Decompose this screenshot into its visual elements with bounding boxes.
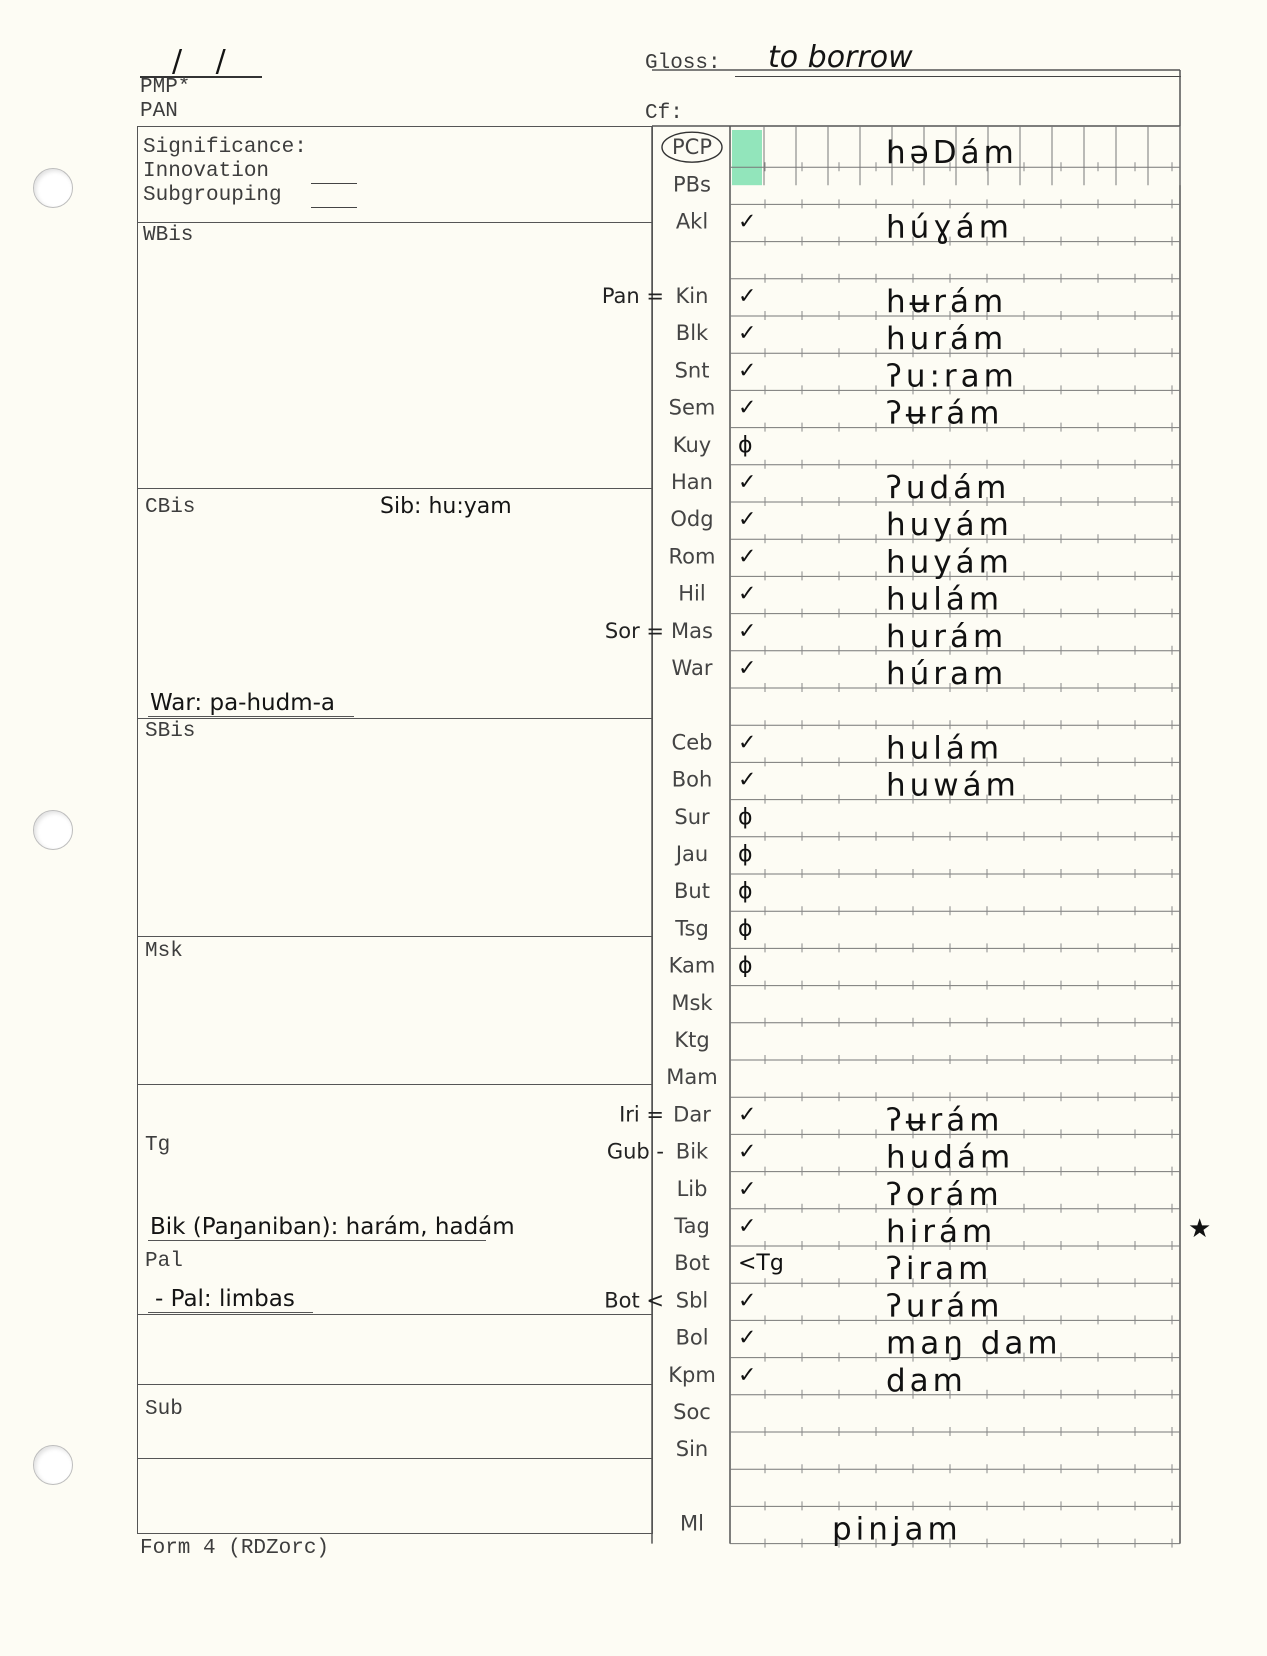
reflex-form: hurám [886, 618, 1008, 655]
language-code: War [671, 656, 713, 680]
status-mark: ✓ [738, 209, 757, 235]
section-sbis: SBis [145, 720, 196, 743]
section-pal: Pal [145, 1250, 183, 1273]
status-mark: ✓ [738, 581, 757, 607]
section-tg: Tg [145, 1134, 171, 1157]
language-code: Blk [675, 321, 709, 346]
language-code: Kpm [668, 1362, 716, 1387]
language-code: Bik [675, 1139, 709, 1164]
language-code: Mam [666, 1065, 718, 1090]
language-prefix: Bot < [604, 1288, 664, 1313]
status-mark: ✓ [738, 321, 757, 347]
pmp-label: PMP* [140, 76, 191, 99]
reflex-form: hurám [886, 321, 1008, 358]
reflex-form: húɣám [886, 209, 1013, 246]
pan-label: PAN [140, 100, 178, 123]
status-mark: ✓ [738, 358, 757, 384]
status-mark: ✓ [738, 730, 757, 756]
subgrouping-label: Subgrouping [143, 184, 282, 207]
status-mark: ϕ [738, 879, 753, 905]
language-code: Lib [676, 1176, 708, 1201]
status-mark: ϕ [738, 916, 753, 942]
reflex-form: hǝDám [886, 135, 1018, 172]
reflex-form: húram [886, 656, 1008, 692]
reflex-form: hulám [886, 581, 1004, 618]
status-mark: ✓ [738, 284, 757, 309]
date-marks: / / [172, 44, 238, 79]
language-code: Sur [674, 804, 710, 829]
status-mark: ✓ [738, 470, 757, 495]
language-code: Kam [668, 953, 716, 978]
reflex-form: hʉrám [886, 284, 1008, 320]
status-mark: ✓ [738, 1139, 757, 1165]
status-mark: ϕ [738, 842, 753, 867]
status-mark: ✓ [738, 656, 757, 681]
status-mark: ✓ [738, 544, 757, 570]
status-mark: ϕ [738, 804, 753, 830]
cbis-note: Sib: hu:yam [380, 494, 512, 519]
language-code: Soc [673, 1400, 711, 1424]
status-mark: ✓ [738, 1176, 757, 1202]
language-prefix: Iri = [619, 1102, 664, 1127]
language-code: Akl [675, 209, 709, 234]
status-mark: ϕ [738, 953, 753, 979]
reflex-form: hudám [886, 1139, 1015, 1176]
gloss-label: Gloss: [645, 52, 721, 75]
cf-label: Cf: [645, 102, 683, 125]
language-code: Ceb [671, 730, 713, 755]
status-mark: ✓ [738, 1288, 757, 1314]
reflex-form: huyám [886, 544, 1013, 581]
status-mark: <Tg [738, 1251, 784, 1277]
status-mark: ✓ [738, 507, 757, 533]
section-cbis: CBis [145, 496, 196, 519]
status-mark: ✓ [738, 618, 757, 644]
reflex-form: maŋ dam [886, 1325, 1062, 1362]
section-msk: Msk [145, 940, 183, 963]
language-prefix: Sor = [604, 618, 664, 643]
status-mark: ✓ [738, 767, 757, 793]
language-code: Hil [678, 581, 706, 606]
reflex-form: ʔurám [886, 1288, 1004, 1325]
star-mark: ★ [1188, 1214, 1212, 1244]
language-code: Sbl [675, 1288, 709, 1313]
language-code: Sin [675, 1437, 709, 1462]
language-code: Bol [675, 1325, 709, 1350]
section-sub: Sub [145, 1398, 183, 1421]
language-code: Tsg [675, 916, 709, 941]
language-code: Ktg [674, 1028, 710, 1052]
reflex-form: ʔʉrám [886, 1102, 1004, 1139]
status-mark: ✓ [738, 1362, 757, 1388]
language-code: Snt [674, 358, 710, 383]
reflex-form: pinjam [832, 1511, 962, 1548]
language-code: Boh [671, 767, 713, 792]
reflex-form: huyám [886, 507, 1013, 544]
highlight-cell [732, 130, 762, 185]
status-mark: ✓ [738, 1214, 757, 1239]
reflex-form: dam [886, 1362, 967, 1399]
language-code: Dar [673, 1102, 711, 1127]
language-code: Kin [675, 284, 709, 308]
language-code: Odg [670, 507, 714, 532]
bik-note: Bik (Paŋaniban): harám, hadám [150, 1214, 515, 1240]
reflex-form: hulám [886, 730, 1004, 767]
reflex-form: hirám [886, 1214, 997, 1250]
war-note: War: pa-hudm-a [150, 690, 336, 716]
language-prefix: Gub - [606, 1139, 664, 1164]
language-code: Mas [671, 618, 713, 643]
reflex-form: huwám [886, 767, 1020, 804]
reflex-form: ʔudám [886, 470, 1011, 506]
language-code: Sem [668, 395, 716, 420]
status-mark: ✓ [738, 1325, 757, 1351]
significance-title: Significance: [143, 136, 307, 159]
language-code: Kuy [672, 432, 712, 457]
language-code: PBs [672, 172, 712, 197]
language-code: But [674, 879, 710, 904]
reflex-form: ʔorám [886, 1176, 1003, 1213]
language-prefix: Pan = [601, 284, 664, 308]
language-code: Rom [668, 544, 716, 569]
language-code: Bot [674, 1251, 710, 1276]
gloss-value: to borrow [768, 40, 913, 75]
language-code: Msk [671, 990, 713, 1015]
status-mark: ϕ [738, 432, 753, 458]
language-code: Ml [680, 1511, 704, 1536]
status-mark: ✓ [738, 1102, 757, 1128]
language-code: PCP [672, 135, 712, 160]
reflex-form: ʔʉrám [886, 395, 1004, 432]
reflex-form: ʔiram [886, 1251, 993, 1288]
section-wbis: WBis [143, 224, 194, 247]
language-code: Han [671, 470, 713, 494]
reflex-form: ʔu:ram [886, 358, 1018, 395]
innovation-label: Innovation [143, 160, 270, 183]
pal-note: - Pal: limbas [155, 1286, 295, 1312]
status-mark: ✓ [738, 395, 757, 421]
language-code: Jau [675, 842, 709, 866]
language-code: Tag [674, 1214, 710, 1238]
form-footer: Form 4 (RDZorc) [140, 1537, 330, 1560]
